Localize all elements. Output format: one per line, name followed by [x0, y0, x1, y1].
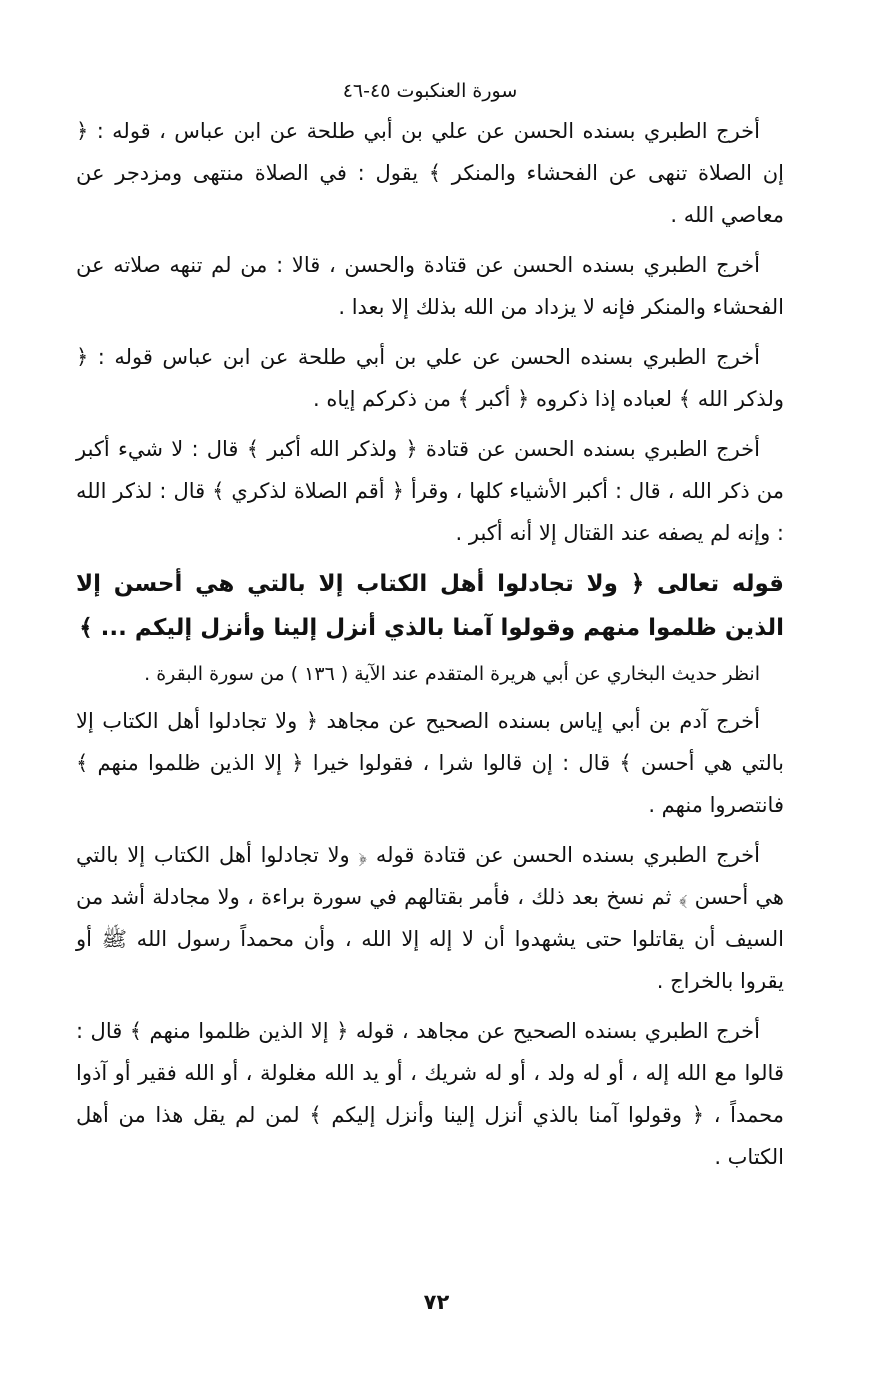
paragraph-2: أخرج الطبري بسنده الحسن عن قتادة والحسن ، قالا : من لم تنهه صلاته عن الفحشاء والمنكر فإنه لا يزداد من الله بذلك إلا بعدا .	[76, 253, 784, 319]
paragraph-7: أخرج الطبري بسنده الصحيح عن مجاهد ، قوله ﴿ إلا الذين ظلموا منهم ﴾ قال : قالوا مع الله إله ، أو له ولد ، أو له شريك ، أو يد الله مغلولة ، أو الله فقير أو آذوا محمداً ، ﴿ وقولوا آمنا بالذي أنزل إلينا وأنزل إليكم ﴾ لمن لم يقل هذا من أهل الكتاب .	[76, 1019, 784, 1169]
paragraph-4: أخرج الطبري بسنده الحسن عن قتادة ﴿ ولذكر الله أكبر ﴾ قال : لا شيء أكبر من ذكر الله ، قال : أكبر الأشياء كلها ، وقرأ ﴿ أقم الصلاة لذكري ﴾ قال : لذكر الله : وإنه لم يصفه عند القتال إلا أنه أكبر .	[76, 437, 784, 545]
running-header: سورة العنكبوت ٤٥-٤٦	[342, 80, 518, 102]
page-number: ٧٢	[423, 1290, 450, 1314]
section-heading: قوله تعالى ﴿ ولا تجادلوا أهل الكتاب إلا بالتي هي أحسن إلا الذين ظلموا منهم وقولوا آمنا بالذي أنزل إلينا وأنزل إليكم ... ﴾	[76, 571, 784, 641]
paragraph-5: أخرج آدم بن أبي إياس بسنده الصحيح عن مجاهد ﴿ ولا تجادلوا أهل الكتاب إلا بالتي هي أحسن ﴾ قال : إن قالوا شرا ، فقولوا خيرا ﴿ إلا الذين ظلموا منهم ﴾ فانتصروا منهم .	[76, 709, 784, 817]
paragraph-6: أخرج الطبري بسنده الحسن عن قتادة قوله ﴿ ولا تجادلوا أهل الكتاب إلا بالتي هي أحسن ﴾ ثم نسخ بعد ذلك ، فأمر بقتالهم في سورة براءة ، ولا مجادلة أشد من السيف أن يقاتلوا حتى يشهدوا أن لا إله إلا الله ، وأن محمداً رسول الله ﷺ أو يقروا بالخراج .	[76, 843, 784, 993]
page-body	[76, 78, 784, 1186]
paragraph-3: أخرج الطبري بسنده الحسن عن علي بن أبي طلحة عن ابن عباس قوله : ﴿ ولذكر الله ﴾ لعباده إذا ذكروه ﴿ أكبر ﴾ من ذكركم إياه .	[76, 345, 784, 411]
cross-reference-note: انظر حديث البخاري عن أبي هريرة المتقدم عند الآية ( ١٣٦ ) من سورة البقرة .	[144, 663, 760, 685]
paragraph-1: أخرج الطبري بسنده الحسن عن علي بن أبي طلحة عن ابن عباس ، قوله : ﴿ إن الصلاة تنهى عن الفحشاء والمنكر ﴾ يقول : في الصلاة منتهى ومزدجر عن معاصي الله .	[76, 119, 784, 227]
